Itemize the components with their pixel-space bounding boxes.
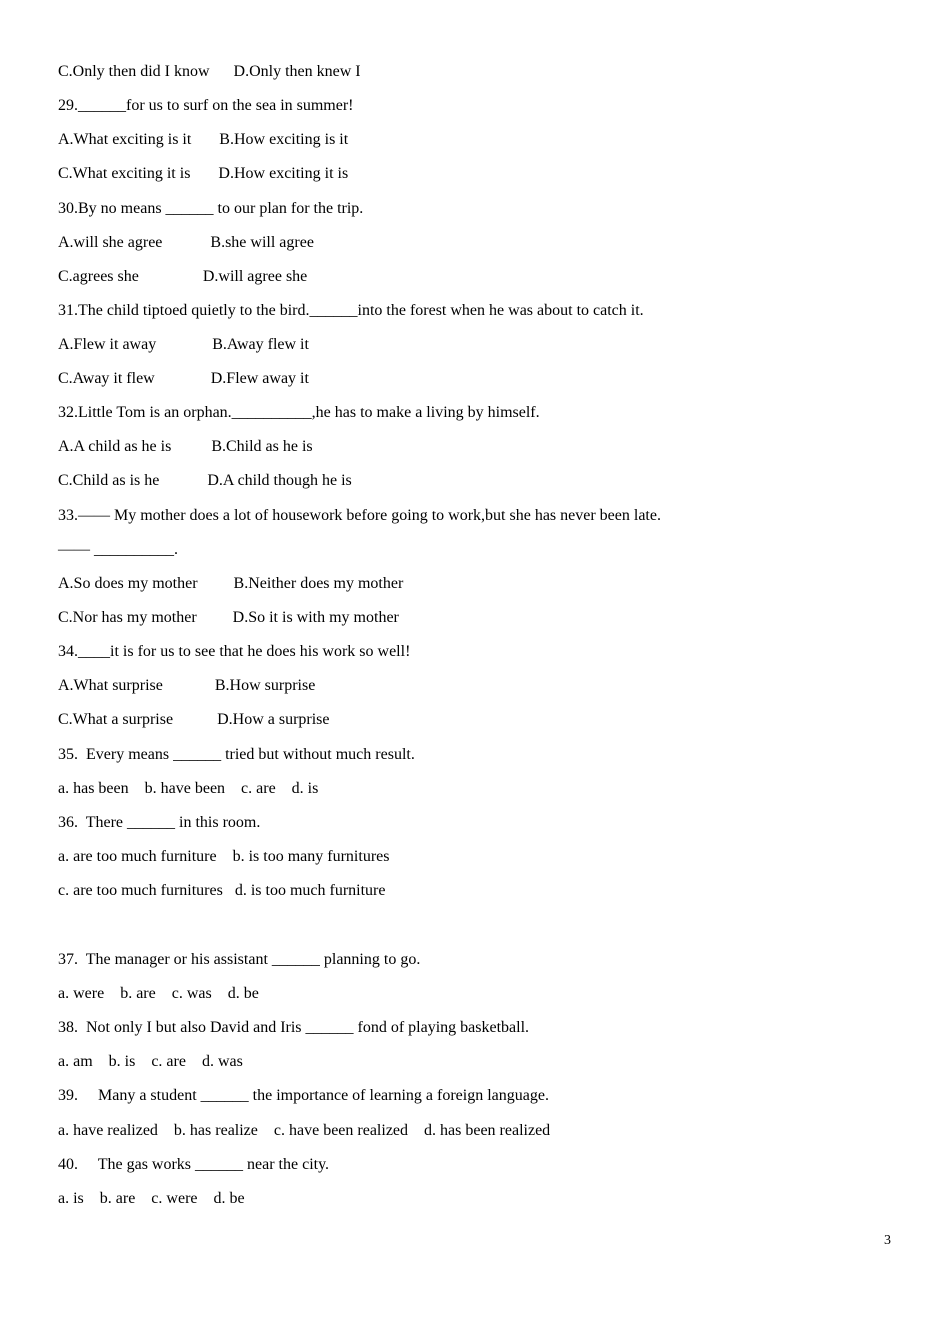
- options-line: A.What surprise B.How surprise: [58, 677, 316, 694]
- options-line: A.Flew it away B.Away flew it: [58, 336, 309, 353]
- options-line: a. have realized b. has realize c. have been realized d. has been realized: [58, 1122, 551, 1139]
- question-38: 38. Not only I but also David and Iris ______ fond of playing basketball.: [58, 1019, 530, 1036]
- question-29: 29.______for us to surf on the sea in summer!: [58, 97, 354, 114]
- question-30: 30.By no means ______ to our plan for the trip.: [58, 200, 364, 217]
- question-34: 34.____it is for us to see that he does his work so well!: [58, 643, 411, 660]
- options-line: a. has been b. have been c. are d. is: [58, 780, 319, 797]
- options-line: c. are too much furnitures d. is too much furniture: [58, 882, 386, 899]
- options-line: A.A child as he is B.Child as he is: [58, 438, 313, 455]
- options-line: C.Child as is he D.A child though he is: [58, 472, 352, 489]
- options-line: C.What exciting it is D.How exciting it is: [58, 165, 349, 182]
- question-33: 33.—— My mother does a lot of housework before going to work,but she has never been late.: [58, 507, 661, 524]
- page-number: 3: [884, 1233, 891, 1248]
- options-line: C.Away it flew D.Flew away it: [58, 370, 309, 387]
- options-line: A.So does my mother B.Neither does my mother: [58, 575, 404, 592]
- options-line: C.What a surprise D.How a surprise: [58, 711, 330, 728]
- question-36: 36. There ______ in this room.: [58, 814, 261, 831]
- dialogue-reply: —— __________.: [58, 541, 178, 558]
- question-39: 39. Many a student ______ the importance of learning a foreign language.: [58, 1087, 549, 1104]
- options-line: C.Nor has my mother D.So it is with my mother: [58, 609, 399, 626]
- question-37: 37. The manager or his assistant ______ planning to go.: [58, 951, 421, 968]
- options-line: a. were b. are c. was d. be: [58, 985, 259, 1002]
- question-31: 31.The child tiptoed quietly to the bird.______into the forest when he was about to catch it.: [58, 302, 644, 319]
- question-32: 32.Little Tom is an orphan.__________,he has to make a living by himself.: [58, 404, 540, 421]
- options-line: a. am b. is c. are d. was: [58, 1053, 243, 1070]
- text-line: C.Only then did I know D.Only then knew I: [58, 63, 361, 80]
- options-line: a. are too much furniture b. is too many furnitures: [58, 848, 390, 865]
- question-40: 40. The gas works ______ near the city.: [58, 1156, 330, 1173]
- options-line: A.will she agree B.she will agree: [58, 234, 314, 251]
- question-35: 35. Every means ______ tried but without much result.: [58, 746, 415, 763]
- options-line: a. is b. are c. were d. be: [58, 1190, 245, 1207]
- options-line: A.What exciting is it B.How exciting is it: [58, 131, 349, 148]
- options-line: C.agrees she D.will agree she: [58, 268, 308, 285]
